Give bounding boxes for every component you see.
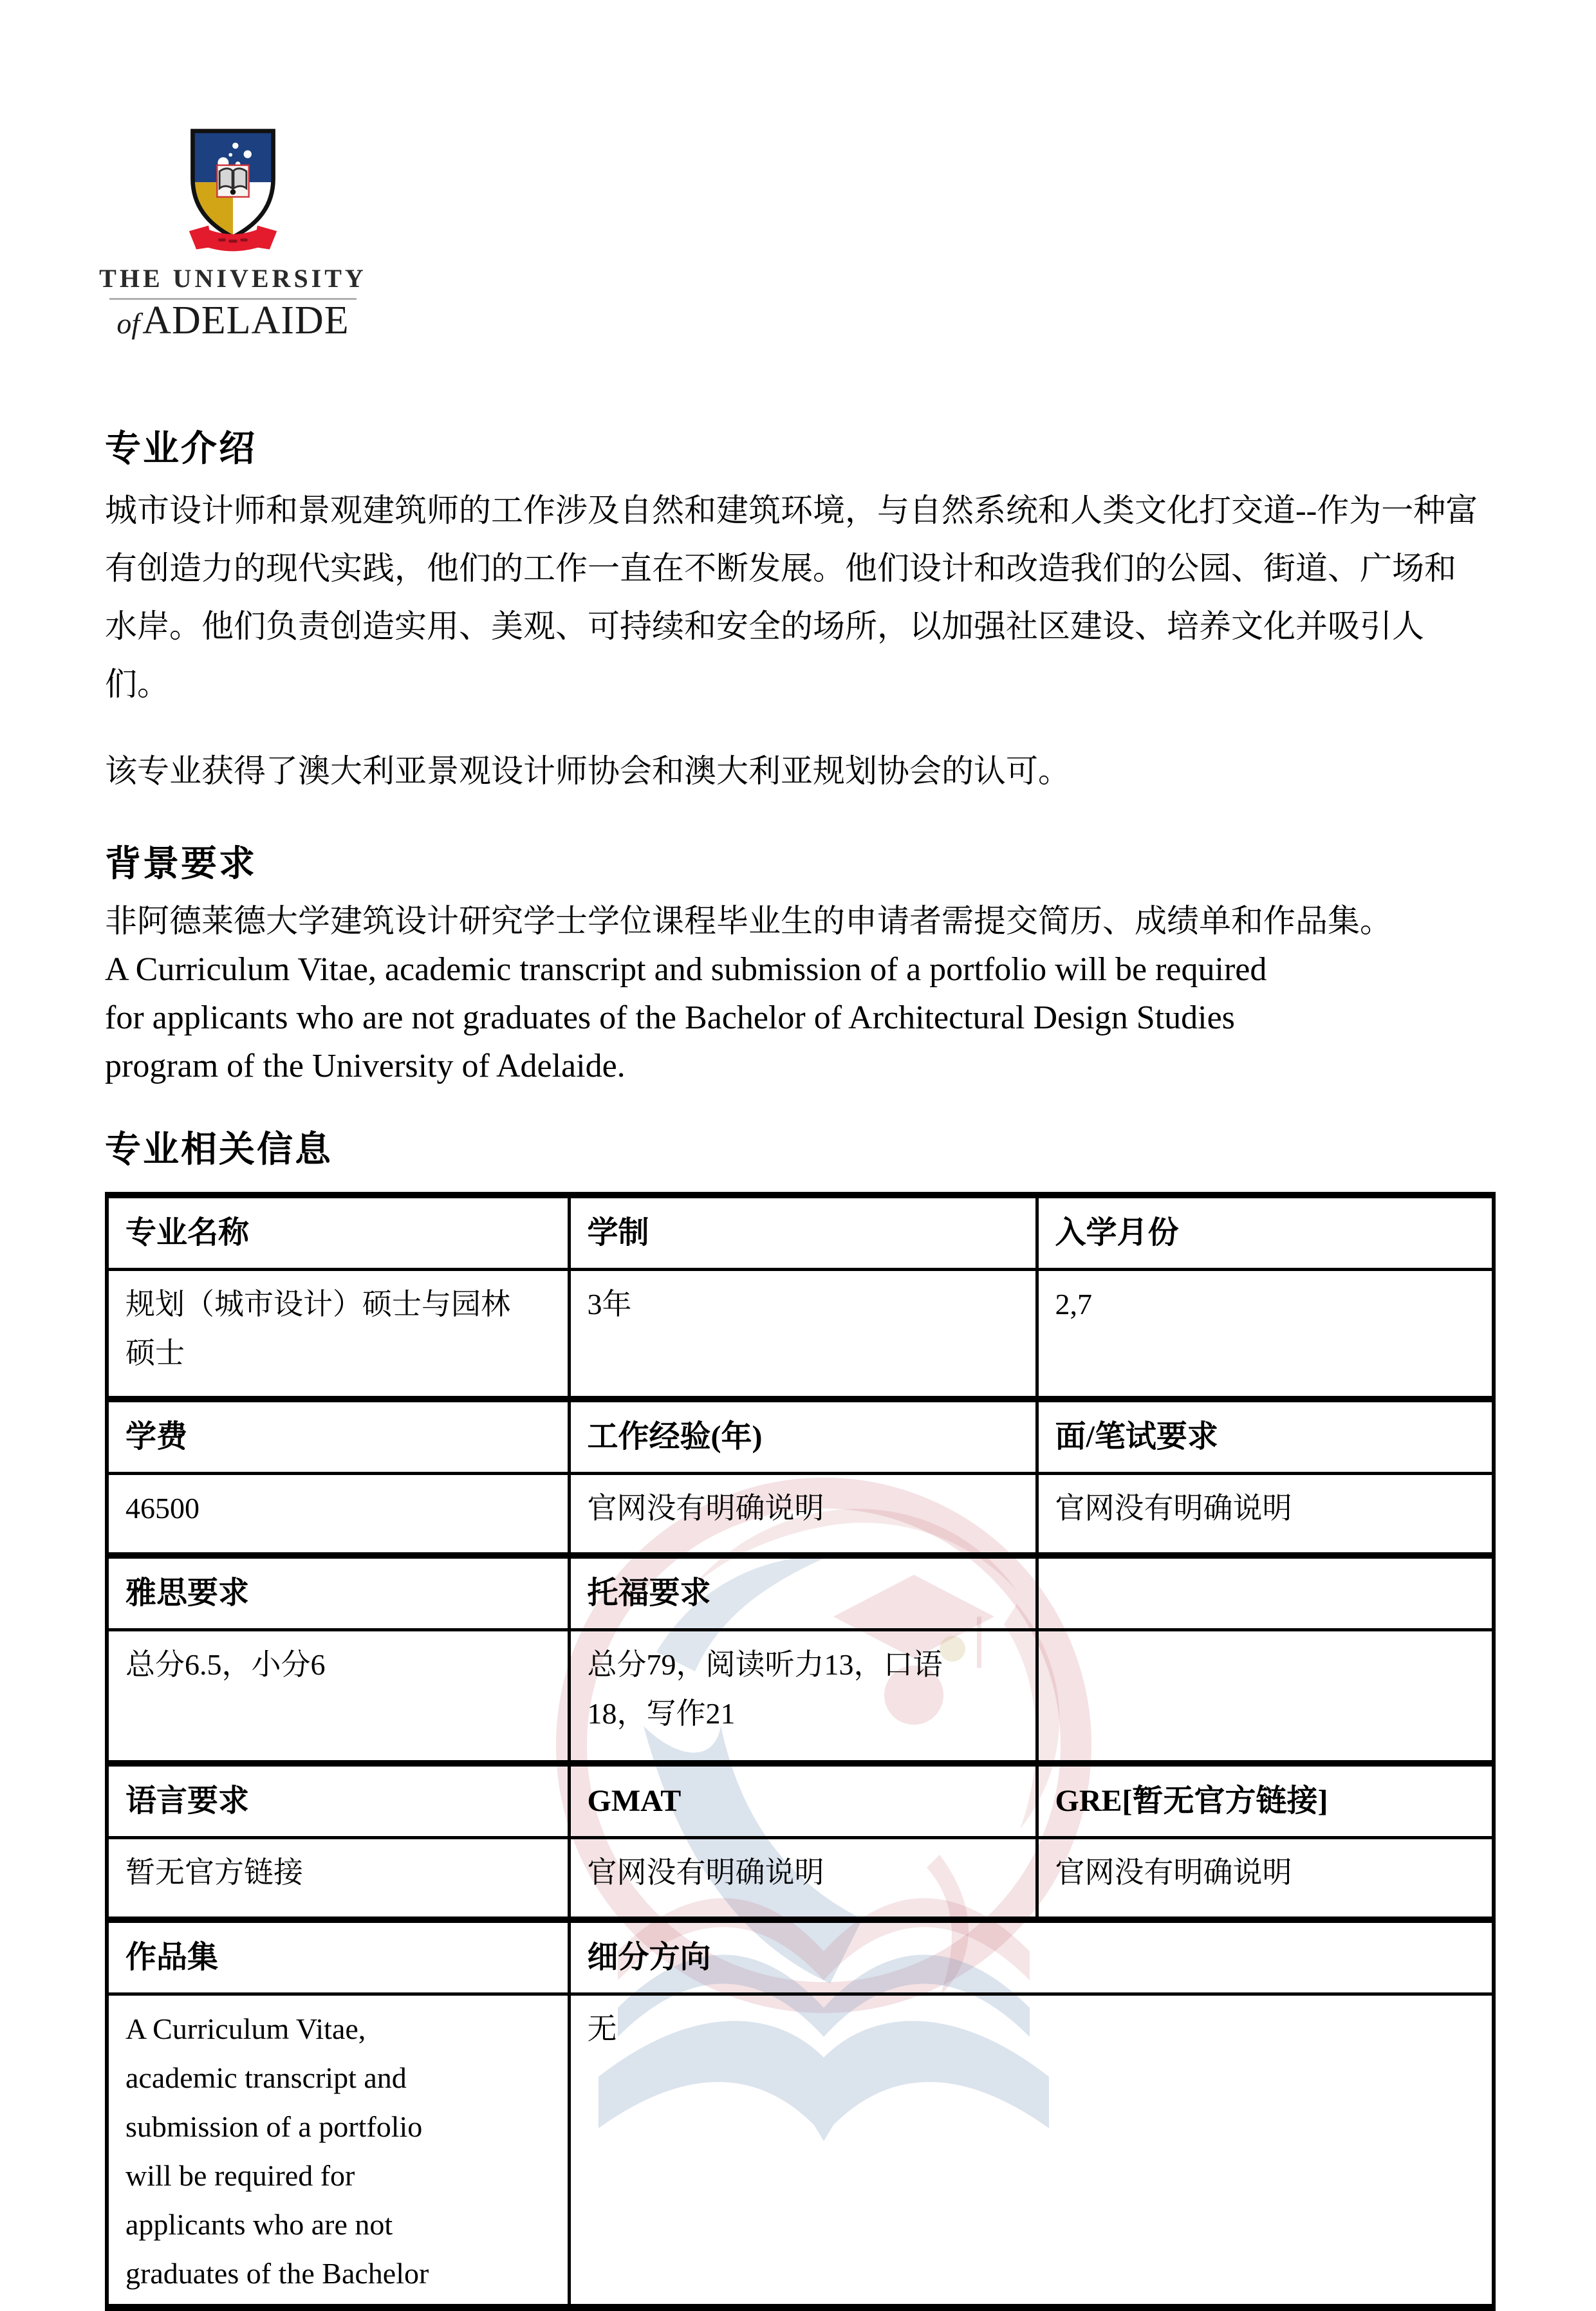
program-info-table-wrapper — [105, 1192, 1496, 2311]
university-crest-icon — [184, 126, 282, 255]
portfolio-line: submission of a portfolio — [125, 2110, 423, 2143]
header-cell-empty — [1037, 1555, 1494, 1630]
value-cell-specialisation: 无 — [569, 1994, 1494, 2308]
value-cell-ielts: 总分6.5，小分6 — [107, 1630, 569, 1764]
logo-adelaide: ADELAIDE — [142, 299, 349, 342]
header-cell-work-experience: 工作经验(年) — [569, 1399, 1037, 1474]
background-paragraph — [105, 897, 1508, 1090]
value-cell-toefl — [569, 1630, 1037, 1764]
section-heading-program-info: 专业相关信息 — [105, 1130, 333, 1170]
header-cell-intake-month: 入学月份 — [1037, 1195, 1494, 1270]
header-cell-interview-test: 面/笔试要求 — [1037, 1399, 1494, 1474]
value-cell-intake-month: 2,7 — [1037, 1270, 1494, 1400]
section-heading-intro: 专业介绍 — [105, 429, 257, 469]
toefl-line: 18，写作21 — [587, 1697, 736, 1730]
value-cell-gmat: 官网没有明确说明 — [569, 1838, 1037, 1920]
background-line-en: A Curriculum Vitae, academic transcript and submission of a portfolio will be required — [105, 951, 1267, 988]
value-cell-language: 暂无官方链接 — [107, 1838, 569, 1920]
table-row-header-1 — [107, 1195, 1494, 1270]
program-info-table — [105, 1192, 1496, 2311]
header-cell-specialisation: 细分方向 — [569, 1920, 1494, 1994]
header-cell-toefl: 托福要求 — [569, 1555, 1037, 1630]
section-heading-background: 背景要求 — [105, 844, 257, 884]
header-cell-gmat: GMAT — [569, 1763, 1037, 1838]
value-cell-major-name — [107, 1270, 569, 1400]
value-cell-gre: 官网没有明确说明 — [1037, 1838, 1494, 1920]
portfolio-line: academic transcript and — [125, 2061, 407, 2094]
intro-line: 有创造力的现代实践，他们的工作一直在不断发展。他们设计和改造我们的公园、街道、广场和 — [105, 550, 1456, 586]
portfolio-line: graduates of the Bachelor — [125, 2257, 429, 2290]
background-line-en: program of the University of Adelaide. — [105, 1048, 626, 1084]
accreditation-line: 该专业获得了澳大利亚景观设计师协会和澳大利亚规划协会的认可。 — [105, 753, 1070, 789]
header-cell-major-name: 专业名称 — [107, 1195, 569, 1270]
logo-text-the-university: THE UNIVERSITY — [99, 264, 367, 293]
portfolio-line: A Curriculum Vitae, — [125, 2012, 366, 2045]
table-row-header-2 — [107, 1399, 1494, 1474]
intro-paragraph — [105, 481, 1508, 713]
header-cell-tuition: 学费 — [107, 1399, 569, 1474]
header-cell-language: 语言要求 — [107, 1763, 569, 1838]
value-cell-portfolio — [107, 1994, 569, 2308]
logo-of: of — [116, 307, 140, 340]
table-row-value-5 — [107, 1994, 1494, 2308]
header-cell-portfolio: 作品集 — [107, 1920, 569, 1994]
portfolio-line: will be required for — [125, 2159, 355, 2192]
table-row-value-3 — [107, 1630, 1494, 1764]
table-row-value-2 — [107, 1474, 1494, 1556]
table-row-header-3 — [107, 1555, 1494, 1630]
table-row-header-5 — [107, 1920, 1494, 1994]
value-cell-interview-test: 官网没有明确说明 — [1037, 1474, 1494, 1556]
major-name-line: 硕士 — [125, 1337, 185, 1369]
intro-line: 们。 — [105, 666, 169, 702]
accreditation-paragraph — [105, 742, 1508, 800]
value-cell-tuition: 46500 — [107, 1474, 569, 1556]
table-row-header-4 — [107, 1763, 1494, 1838]
major-name-line: 规划（城市设计）硕士与园林 — [125, 1288, 510, 1321]
background-line-en: for applicants who are not graduates of the Bachelor of Architectural Design Studies — [105, 999, 1235, 1036]
header-cell-gre: GRE[暂无官方链接] — [1037, 1763, 1494, 1838]
table-row-value-1 — [107, 1270, 1494, 1400]
intro-line: 水岸。他们负责创造实用、美观、可持续和安全的场所，以加强社区建设、培养文化并吸引人 — [105, 608, 1424, 644]
value-cell-empty — [1037, 1630, 1494, 1764]
university-logo — [98, 120, 368, 350]
header-cell-duration: 学制 — [569, 1195, 1037, 1270]
value-cell-duration: 3年 — [569, 1270, 1037, 1400]
background-line-zh: 非阿德莱德大学建筑设计研究学士学位课程毕业生的申请者需提交简历、成绩单和作品集。 — [105, 903, 1392, 939]
table-row-value-4 — [107, 1838, 1494, 1920]
intro-line: 城市设计师和景观建筑师的工作涉及自然和建筑环境，与自然系统和人类文化打交道--作为一种富 — [105, 492, 1478, 528]
toefl-line: 总分79，阅读听力13，口语 — [587, 1648, 943, 1681]
portfolio-line: applicants who are not — [125, 2208, 393, 2241]
value-cell-work-experience: 官网没有明确说明 — [569, 1474, 1037, 1556]
header-cell-ielts: 雅思要求 — [107, 1555, 569, 1630]
logo-text-of-adelaide — [98, 301, 368, 350]
